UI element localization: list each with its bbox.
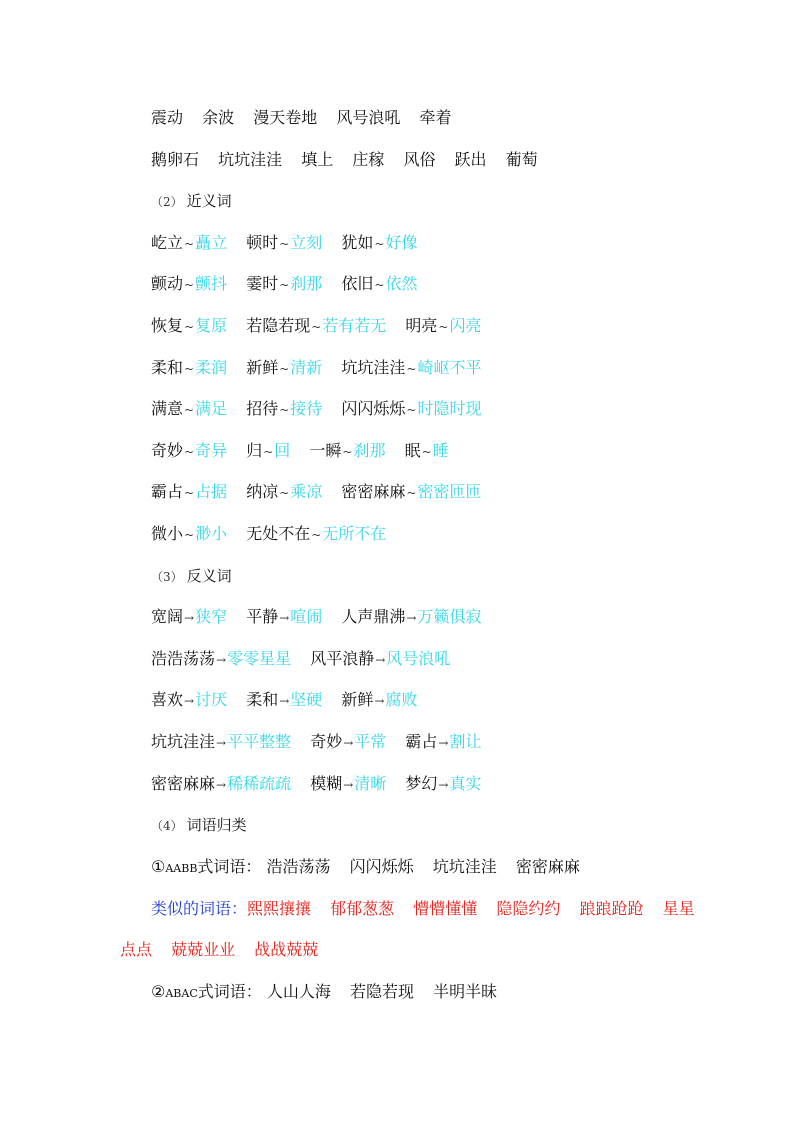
word: 眠 <box>404 441 421 460</box>
word: 恢复 <box>151 316 184 335</box>
pair-separator: ~ <box>374 278 385 292</box>
answer-word: 闪亮 <box>449 316 482 335</box>
word-pair <box>151 605 227 630</box>
word-pair <box>310 772 386 797</box>
synonym-row <box>151 522 400 546</box>
pattern-label: 式词语： <box>197 857 262 876</box>
word-pair <box>246 522 386 547</box>
pair-separator: ~ <box>184 486 195 500</box>
similar-word: 点点 <box>120 940 153 959</box>
answer-word: 占据 <box>195 482 228 501</box>
word: 微小 <box>151 524 184 543</box>
word-pair <box>310 647 450 672</box>
synonym-row <box>151 272 431 296</box>
word: 填上 <box>301 150 334 169</box>
answer-word: 时隐时现 <box>417 399 482 418</box>
antonym-row <box>151 688 431 712</box>
word: 霸占 <box>405 732 438 751</box>
abac-line <box>151 980 511 1004</box>
word: 鹅卵石 <box>151 150 200 169</box>
similar-label: 类似的词语： <box>151 899 248 918</box>
word-pair <box>151 522 227 547</box>
word: 无处不在 <box>246 524 311 543</box>
similar-word: 懵懵懂懂 <box>413 899 478 918</box>
word-pair <box>151 272 227 297</box>
answer-word: 崎岖不平 <box>417 358 482 377</box>
answer-word: 坚硬 <box>290 690 323 709</box>
synonym-row <box>151 439 463 463</box>
word-pair <box>405 439 449 464</box>
word-pair <box>341 688 417 713</box>
pair-separator: → <box>184 694 195 708</box>
word-pair <box>151 647 291 672</box>
word-pair <box>341 272 417 297</box>
pair-separator: → <box>438 778 449 792</box>
word-pair <box>341 480 481 505</box>
answer-word: 立刻 <box>290 233 323 252</box>
answer-word: 稀稀疏疏 <box>227 774 292 793</box>
word: 奇妙 <box>310 732 343 751</box>
word: 一瞬 <box>309 441 342 460</box>
pair-separator: → <box>184 611 195 625</box>
word: 风平浪静 <box>310 649 375 668</box>
word: 颤动 <box>151 274 184 293</box>
synonym-row <box>151 356 495 380</box>
word-pair <box>151 730 291 755</box>
answer-word: 密密匝匝 <box>417 482 482 501</box>
word-pair <box>341 397 481 422</box>
word: 牵着 <box>419 108 452 127</box>
word: 明亮 <box>405 316 438 335</box>
antonym-row <box>151 647 464 671</box>
answer-word: 无所不在 <box>322 524 387 543</box>
antonym-row <box>151 772 495 796</box>
pair-separator: ~ <box>184 237 195 251</box>
answer-word: 真实 <box>449 774 482 793</box>
word: 半明半昧 <box>433 982 498 1001</box>
word: 柔和 <box>151 358 184 377</box>
answer-word: 回 <box>274 441 291 460</box>
pair-separator: ~ <box>184 278 195 292</box>
word: 坑坑洼洼 <box>341 358 406 377</box>
word-pair <box>246 605 322 630</box>
pair-separator: ~ <box>184 528 195 542</box>
antonym-row <box>151 730 495 754</box>
word-pair <box>341 356 481 381</box>
word: 宽阔 <box>151 607 184 626</box>
word-pair <box>151 356 227 381</box>
word-pair <box>151 772 291 797</box>
word-pair <box>309 439 385 464</box>
synonym-row <box>151 314 495 338</box>
similar-words-line-wrap <box>120 938 332 962</box>
word-pair <box>151 231 227 256</box>
word-pair <box>405 730 481 755</box>
synonyms-heading <box>151 189 232 213</box>
pair-separator: ~ <box>279 486 290 500</box>
word: 归 <box>246 441 263 460</box>
word: 漫天卷地 <box>253 108 318 127</box>
section-title: 反义词 <box>186 567 232 585</box>
pair-separator: ~ <box>406 403 417 417</box>
word: 新鲜 <box>246 358 279 377</box>
word: 震动 <box>151 108 184 127</box>
word-line-1 <box>151 106 465 130</box>
section-number: （2） <box>151 195 183 209</box>
pair-separator: → <box>216 653 227 667</box>
pair-separator: ~ <box>374 237 385 251</box>
pair-separator: ~ <box>438 320 449 334</box>
answer-word: 乘凉 <box>290 482 323 501</box>
answer-word: 清新 <box>290 358 323 377</box>
answer-word: 接待 <box>290 399 323 418</box>
answer-word: 喧闹 <box>290 607 323 626</box>
word-pair <box>246 480 322 505</box>
word-pair <box>151 688 227 713</box>
word: 平静 <box>246 607 279 626</box>
word: 密密麻麻 <box>151 774 216 793</box>
pair-separator: ~ <box>279 403 290 417</box>
word: 葡萄 <box>505 150 538 169</box>
section-title: 近义词 <box>186 192 232 210</box>
section-title: 词语归类 <box>186 816 247 834</box>
answer-word: 讨厌 <box>195 690 228 709</box>
synonym-row <box>151 231 431 255</box>
pair-separator: → <box>375 653 386 667</box>
answer-word: 平平整整 <box>227 732 292 751</box>
word: 满意 <box>151 399 184 418</box>
pair-separator: ~ <box>184 445 195 459</box>
word-pair <box>246 272 322 297</box>
answer-word: 刹那 <box>290 274 323 293</box>
word-pair <box>246 314 386 339</box>
word: 奇妙 <box>151 441 184 460</box>
section-number: （4） <box>151 819 183 833</box>
word: 跃出 <box>454 150 487 169</box>
pair-separator: → <box>216 736 227 750</box>
answer-word: 狭窄 <box>195 607 228 626</box>
similar-words-line <box>151 897 695 921</box>
answer-word: 复原 <box>195 316 228 335</box>
pair-separator: ~ <box>342 445 353 459</box>
word-pair <box>246 397 322 422</box>
word: 坑坑洼洼 <box>218 150 283 169</box>
answer-word: 万籁俱寂 <box>417 607 482 626</box>
answer-word: 腐败 <box>385 690 418 709</box>
answer-word: 满足 <box>195 399 228 418</box>
pair-separator: → <box>279 694 290 708</box>
word-pair <box>341 605 481 630</box>
pattern-tag: AABB <box>165 862 198 875</box>
answer-word: 若有若无 <box>322 316 387 335</box>
pair-separator: → <box>438 736 449 750</box>
answer-word: 奇异 <box>195 441 228 460</box>
pair-separator: ~ <box>263 445 274 459</box>
word: 若隐若现 <box>349 982 414 1001</box>
answer-word: 渺小 <box>195 524 228 543</box>
word: 依旧 <box>341 274 374 293</box>
word: 闪闪烁烁 <box>349 857 414 876</box>
word: 风俗 <box>403 150 436 169</box>
pair-separator: → <box>216 778 227 792</box>
word-pair <box>246 356 322 381</box>
word: 屹立 <box>151 233 184 252</box>
word-pair <box>151 480 227 505</box>
similar-word: 战战兢兢 <box>254 940 319 959</box>
word-pair <box>246 231 322 256</box>
pair-separator: ~ <box>279 362 290 376</box>
pair-separator: → <box>343 778 354 792</box>
pair-separator: → <box>406 611 417 625</box>
word: 浩浩荡荡 <box>151 649 216 668</box>
pattern-tag: ABAC <box>165 987 198 1000</box>
pair-separator: → <box>374 694 385 708</box>
word: 人声鼎沸 <box>341 607 406 626</box>
word-pair <box>246 688 322 713</box>
classify-heading <box>151 813 247 837</box>
word-pair <box>151 314 227 339</box>
word: 顿时 <box>246 233 279 252</box>
pair-separator: ~ <box>406 486 417 500</box>
word-pair <box>405 314 481 339</box>
pair-separator: ~ <box>279 278 290 292</box>
antonyms-heading <box>151 564 232 588</box>
aabb-line <box>151 855 594 879</box>
pair-separator: ~ <box>406 362 417 376</box>
pair-separator: ~ <box>421 445 432 459</box>
word: 人山人海 <box>266 982 331 1001</box>
answer-word: 刹那 <box>353 441 386 460</box>
word: 庄稼 <box>352 150 385 169</box>
answer-word: 零零星星 <box>227 649 292 668</box>
answer-word: 矗立 <box>195 233 228 252</box>
word: 浩浩荡荡 <box>266 857 331 876</box>
word: 霎时 <box>246 274 279 293</box>
answer-word: 颤抖 <box>195 274 228 293</box>
pair-separator: → <box>343 736 354 750</box>
similar-word: 熙熙攘攘 <box>247 899 312 918</box>
word-pair <box>246 439 290 464</box>
circled-marker: ② <box>151 982 166 1001</box>
word-pair <box>151 439 227 464</box>
word: 柔和 <box>246 690 279 709</box>
similar-word: 郁郁葱葱 <box>330 899 395 918</box>
word-pair <box>341 231 417 256</box>
similar-word: 兢兢业业 <box>171 940 236 959</box>
pair-separator: ~ <box>184 403 195 417</box>
word: 坑坑洼洼 <box>432 857 497 876</box>
word: 余波 <box>202 108 235 127</box>
word-pair <box>310 730 386 755</box>
word: 犹如 <box>341 233 374 252</box>
pair-separator: ~ <box>279 237 290 251</box>
synonym-row <box>151 480 495 504</box>
synonym-row <box>151 397 495 421</box>
word: 招待 <box>246 399 279 418</box>
circled-marker: ① <box>151 857 166 876</box>
pair-separator: ~ <box>311 528 322 542</box>
answer-word: 睡 <box>432 441 449 460</box>
similar-word: 踉踉跄跄 <box>579 899 644 918</box>
word: 模糊 <box>310 774 343 793</box>
similar-word: 星星 <box>662 899 695 918</box>
word: 密密麻麻 <box>515 857 580 876</box>
word: 梦幻 <box>405 774 438 793</box>
pattern-label: 式词语： <box>197 982 262 1001</box>
answer-word: 清晰 <box>354 774 387 793</box>
answer-word: 平常 <box>354 732 387 751</box>
similar-word: 隐隐约约 <box>496 899 561 918</box>
word: 若隐若现 <box>246 316 311 335</box>
pair-separator: ~ <box>184 362 195 376</box>
word-line-2 <box>151 148 552 172</box>
answer-word: 依然 <box>385 274 418 293</box>
pair-separator: ~ <box>184 320 195 334</box>
word: 风号浪吼 <box>336 108 401 127</box>
answer-word: 风号浪吼 <box>386 649 451 668</box>
word: 霸占 <box>151 482 184 501</box>
answer-word: 割让 <box>449 732 482 751</box>
word: 闪闪烁烁 <box>341 399 406 418</box>
answer-word: 柔润 <box>195 358 228 377</box>
pair-separator: ~ <box>311 320 322 334</box>
word-pair <box>151 397 227 422</box>
word-pair <box>405 772 481 797</box>
word: 新鲜 <box>341 690 374 709</box>
section-number: （3） <box>151 570 183 584</box>
word: 喜欢 <box>151 690 184 709</box>
word: 纳凉 <box>246 482 279 501</box>
word: 密密麻麻 <box>341 482 406 501</box>
answer-word: 好像 <box>385 233 418 252</box>
pair-separator: → <box>279 611 290 625</box>
word: 坑坑洼洼 <box>151 732 216 751</box>
antonym-row <box>151 605 495 629</box>
